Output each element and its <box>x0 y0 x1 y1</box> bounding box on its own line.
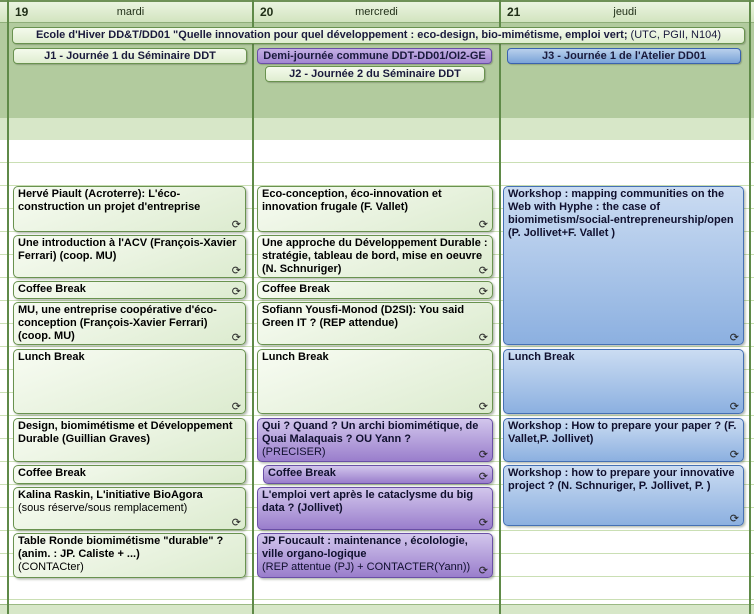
allday-banner-ecole-hiver[interactable] <box>12 27 745 44</box>
recurrence-icon: ⟳ <box>231 285 241 298</box>
column-line-3 <box>749 0 751 614</box>
event-workshop-innovative-project[interactable] <box>503 465 744 526</box>
recurrence-icon: ⟳ <box>478 470 488 483</box>
banner-label: Demi-journée commune DDT-DD01/OI2-GE <box>263 50 486 62</box>
event-title: Coffee Break <box>268 467 336 479</box>
event-coffee-break-1[interactable] <box>257 281 493 299</box>
event-coffee-break-2[interactable] <box>263 465 493 484</box>
day-header-thursday[interactable] <box>501 2 749 22</box>
event-title: L'emploi vert après le cataclysme du big data ? (Jollivet) <box>262 489 474 514</box>
event-title: Eco-conception, éco-innovation et innovation frugale (F. Vallet) <box>262 188 442 213</box>
event-lunch-break[interactable] <box>503 349 744 414</box>
event-note: (REP attentue (PJ) + CONTACTER(Yann)) <box>262 561 471 573</box>
recurrence-icon: ⟳ <box>729 331 739 344</box>
day-number: 19 <box>15 5 29 19</box>
event-coffee-break-2[interactable] <box>13 465 246 484</box>
recurrence-icon: ⟳ <box>478 448 488 461</box>
event-title: Lunch Break <box>262 351 329 363</box>
event-eco-conception[interactable] <box>257 186 493 232</box>
day-name: mardi <box>116 6 145 18</box>
column-line-1 <box>252 0 254 614</box>
banner-title-bold: Ecole d'Hiver DD&T/DD01 "Quelle innovation pour quel développement : eco-design, bio-mimétisme, emploi vert; <box>35 29 628 41</box>
event-approche-dd[interactable] <box>257 235 493 278</box>
recurrence-icon: ⟳ <box>729 400 739 413</box>
recurrence-icon: ⟳ <box>478 285 488 298</box>
gutter-line <box>7 0 9 614</box>
event-title: Une approche du Développement Durable : stratégie, tableau de bord, mise en oeuvre (N. Schnuriger) <box>262 237 488 275</box>
recurrence-icon: ⟳ <box>478 516 488 529</box>
event-kalina-raskin[interactable] <box>13 487 246 530</box>
event-lunch-break[interactable] <box>257 349 493 414</box>
event-note: (CONTACter) <box>18 561 84 573</box>
event-lunch-break[interactable] <box>13 349 246 414</box>
event-title: Une introduction à l'ACV (François-Xavier Ferrari) (coop. MU) <box>18 237 237 262</box>
event-title: Workshop : how to prepare your innovative project ? (N. Schnuriger, P. Jollivet, P. ) <box>508 467 735 492</box>
recurrence-icon: ⟳ <box>478 331 488 344</box>
banner-label: J3 - Journée 1 de l'Atelier DD01 <box>541 50 706 62</box>
banner-label: J2 - Journée 2 du Séminaire DDT <box>289 68 461 80</box>
event-coffee-break-1[interactable] <box>13 281 246 299</box>
recurrence-icon: ⟳ <box>231 400 241 413</box>
event-emploi-vert[interactable] <box>257 487 493 530</box>
event-title: Lunch Break <box>508 351 575 363</box>
column-line-2 <box>499 0 501 614</box>
event-herve-piault[interactable] <box>13 186 246 232</box>
event-subtitle: (anim. : JP. Caliste + ...) <box>18 548 140 560</box>
recurrence-icon: ⟳ <box>478 218 488 231</box>
event-title: Sofiann Yousfi-Monod (D2SI): You said Green IT ? (REP attendue) <box>262 304 465 329</box>
banner-label: J1 - Journée 1 du Séminaire DDT <box>44 50 216 62</box>
recurrence-icon: ⟳ <box>231 264 241 277</box>
event-table-ronde[interactable] <box>13 533 246 578</box>
allday-banner-j2[interactable] <box>265 66 485 82</box>
event-design-biomimetisme[interactable] <box>13 418 246 462</box>
recurrence-icon: ⟳ <box>231 218 241 231</box>
event-qui-quand[interactable] <box>257 418 493 462</box>
shaded-hour-band <box>0 118 754 140</box>
banner-title-normal: (UTC, PGII, N104) <box>627 29 722 41</box>
event-workshop-hyphe[interactable] <box>503 186 744 345</box>
event-title: Coffee Break <box>18 467 86 479</box>
allday-banner-demi-journee[interactable] <box>257 48 492 64</box>
event-title: Lunch Break <box>18 351 85 363</box>
event-title: MU, une entreprise coopérative d'éco-conception (François-Xavier Ferrari) (coop. MU) <box>18 304 217 342</box>
event-title: Table Ronde biomimétisme "durable" ? <box>18 535 224 547</box>
event-note: (sous réserve/sous remplacement) <box>18 502 188 514</box>
recurrence-icon: ⟳ <box>478 564 488 577</box>
recurrence-icon: ⟳ <box>231 516 241 529</box>
recurrence-icon: ⟳ <box>729 448 739 461</box>
bottom-shaded-band <box>0 604 754 614</box>
day-header-tuesday[interactable] <box>9 2 252 22</box>
event-title: Qui ? Quand ? Un archi biomimétique, de Quai Malaquais ? OU Yann ? <box>262 420 479 445</box>
day-name: mercredi <box>355 6 398 18</box>
recurrence-icon: ⟳ <box>729 512 739 525</box>
day-name: jeudi <box>613 6 637 18</box>
event-sofiann-yousfi[interactable] <box>257 302 493 345</box>
allday-banner-j1[interactable] <box>13 48 247 64</box>
event-introduction-acv[interactable] <box>13 235 246 278</box>
day-header-wednesday[interactable] <box>254 2 499 22</box>
recurrence-icon: ⟳ <box>231 331 241 344</box>
event-title: Coffee Break <box>262 283 330 295</box>
event-title: Workshop : How to prepare your paper ? (F. Vallet,P. Jollivet) <box>508 420 737 445</box>
allday-banner-j3[interactable] <box>507 48 741 64</box>
day-number: 21 <box>507 5 521 19</box>
recurrence-icon: ⟳ <box>478 264 488 277</box>
event-title: Design, biomimétisme et Développement Durable (Guillian Graves) <box>18 420 233 445</box>
event-jp-foucault[interactable] <box>257 533 493 578</box>
event-title: JP Foucault : maintenance , écolologie, ville organo-logique <box>262 535 468 560</box>
event-note: (PRECISER) <box>262 446 326 458</box>
day-number: 20 <box>260 5 274 19</box>
event-mu-entreprise[interactable] <box>13 302 246 345</box>
event-title: Kalina Raskin, L'initiative BioAgora <box>18 489 203 501</box>
recurrence-icon: ⟳ <box>478 400 488 413</box>
event-title: Workshop : mapping communities on the Web with Hyphe : the case of biomimetism/social-entrepreneurship/open (P. Jollivet+F. Vallet ) <box>508 188 734 239</box>
event-title: Coffee Break <box>18 283 86 295</box>
event-title: Hervé Piault (Acroterre): L'éco-construction un projet d'entreprise <box>18 188 201 213</box>
event-workshop-paper[interactable] <box>503 418 744 462</box>
